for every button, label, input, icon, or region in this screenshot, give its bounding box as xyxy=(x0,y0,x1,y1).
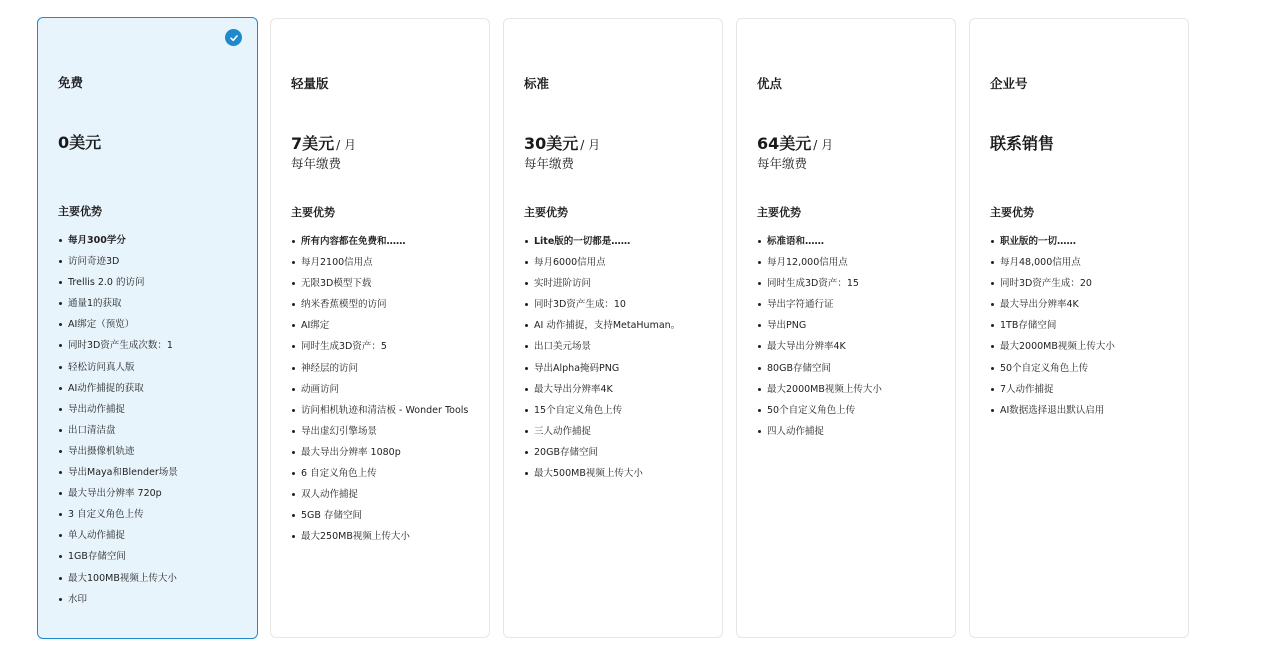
feature-item: 导出动作捕捉 xyxy=(68,399,251,420)
plan-card-enterprise[interactable] xyxy=(969,18,1189,638)
feature-item: 访问相机轨迹和清洁板 - Wonder Tools xyxy=(301,400,483,421)
feature-item: 同时生成3D资产：15 xyxy=(767,273,949,294)
feature-item: 出口美元场景 xyxy=(534,336,716,357)
feature-item: 80GB存储空间 xyxy=(767,358,949,379)
feature-item: 6 自定义角色上传 xyxy=(301,463,483,484)
price-row xyxy=(990,131,1056,154)
feature-item: 3 自定义角色上传 xyxy=(68,504,251,525)
plan-price: 30美元 xyxy=(524,134,579,153)
feature-item: 最大500MB视频上传大小 xyxy=(534,463,716,484)
plan-price: 64美元 xyxy=(757,134,812,153)
feature-item: 职业版的一切…… xyxy=(1000,231,1182,252)
feature-item: 四人动作捕捉 xyxy=(767,421,949,442)
feature-item: 最大导出分辨率4K xyxy=(534,379,716,400)
feature-item: 最大250MB视频上传大小 xyxy=(301,526,483,547)
feature-item: 每月12,000信用点 xyxy=(767,252,949,273)
feature-item: 最大导出分辨率4K xyxy=(1000,294,1182,315)
feature-item: 神经层的访问 xyxy=(301,358,483,379)
feature-item: 每月48,000信用点 xyxy=(1000,252,1182,273)
price-row xyxy=(58,130,103,153)
feature-item: 50个自定义角色上传 xyxy=(767,400,949,421)
feature-item: 同时3D资产生成：10 xyxy=(534,294,716,315)
feature-item: 出口清洁盘 xyxy=(68,420,251,441)
feature-item: 20GB存储空间 xyxy=(534,442,716,463)
feature-item: 导出摄像机轨迹 xyxy=(68,441,251,462)
feature-item: 纳米香蕉模型的访问 xyxy=(301,294,483,315)
plan-name: 免费 xyxy=(58,75,84,90)
price-period: / 月 xyxy=(336,138,356,152)
feature-item: 同时3D资产生成次数：1 xyxy=(68,335,251,356)
plan-price: 7美元 xyxy=(291,134,335,153)
feature-list xyxy=(990,231,1182,421)
feature-item: 实时进阶访问 xyxy=(534,273,716,294)
feature-item: 最大100MB视频上传大小 xyxy=(68,568,251,589)
feature-item: 同时3D资产生成：20 xyxy=(1000,273,1182,294)
plan-price: 0美元 xyxy=(58,133,102,152)
feature-item: 最大导出分辨率4K xyxy=(767,336,949,357)
selected-check-icon xyxy=(225,29,242,46)
feature-item: AI绑定（预览） xyxy=(68,314,251,335)
feature-item: 轻松访问真人版 xyxy=(68,357,251,378)
plan-name: 优点 xyxy=(757,76,783,91)
feature-item: 最大导出分辨率 1080p xyxy=(301,442,483,463)
feature-item: 所有内容都在免费和…… xyxy=(301,231,483,252)
feature-item: 最大导出分辨率 720p xyxy=(68,483,251,504)
feature-item: 1TB存储空间 xyxy=(1000,315,1182,336)
billing-note: 每年缴费 xyxy=(524,156,575,171)
feature-item: AI数据选择退出默认启用 xyxy=(1000,400,1182,421)
price-row xyxy=(524,131,600,154)
feature-item: Trellis 2.0 的访问 xyxy=(68,272,251,293)
feature-item: 最大2000MB视频上传大小 xyxy=(767,379,949,400)
feature-item: 5GB 存储空间 xyxy=(301,505,483,526)
feature-list xyxy=(291,231,483,547)
price-row xyxy=(291,131,356,154)
feature-item: 每月300学分 xyxy=(68,230,251,251)
feature-list xyxy=(58,230,251,610)
feature-item: AI 动作捕捉，支持MetaHuman。 xyxy=(534,315,716,336)
feature-item: 导出Maya和Blender场景 xyxy=(68,462,251,483)
plan-name: 企业号 xyxy=(990,76,1028,91)
feature-item: 导出Alpha掩码PNG xyxy=(534,358,716,379)
benefits-title: 主要优势 xyxy=(990,206,1034,219)
feature-item: 每月2100信用点 xyxy=(301,252,483,273)
plan-card-free[interactable] xyxy=(37,17,258,639)
feature-item: 无限3D模型下载 xyxy=(301,273,483,294)
feature-item: AI动作捕捉的获取 xyxy=(68,378,251,399)
feature-list xyxy=(524,231,716,484)
feature-item: 访问奇迹3D xyxy=(68,251,251,272)
plan-name: 轻量版 xyxy=(291,76,329,91)
feature-item: 7人动作捕捉 xyxy=(1000,379,1182,400)
feature-item: 每月6000信用点 xyxy=(534,252,716,273)
feature-item: 同时生成3D资产：5 xyxy=(301,336,483,357)
feature-item: AI绑定 xyxy=(301,315,483,336)
feature-item: 50个自定义角色上传 xyxy=(1000,358,1182,379)
feature-item: 导出PNG xyxy=(767,315,949,336)
plan-price: 联系销售 xyxy=(990,134,1055,153)
feature-item: 15个自定义角色上传 xyxy=(534,400,716,421)
feature-item: 三人动作捕捉 xyxy=(534,421,716,442)
feature-item: 通量1的获取 xyxy=(68,293,251,314)
feature-item: 导出字符通行证 xyxy=(767,294,949,315)
benefits-title: 主要优势 xyxy=(757,206,801,219)
billing-note: 每年缴费 xyxy=(291,156,342,171)
feature-item: 双人动作捕捉 xyxy=(301,484,483,505)
plan-card-pro[interactable] xyxy=(736,18,956,638)
feature-item: 标准语和…… xyxy=(767,231,949,252)
price-period: / 月 xyxy=(813,138,834,152)
plan-name: 标准 xyxy=(524,76,550,91)
feature-item: 最大2000MB视频上传大小 xyxy=(1000,336,1182,357)
feature-list xyxy=(757,231,949,442)
benefits-title: 主要优势 xyxy=(58,205,102,218)
feature-item: 导出虚幻引擎场景 xyxy=(301,421,483,442)
plan-card-lite[interactable] xyxy=(270,18,490,638)
price-row xyxy=(757,131,833,154)
feature-item: Lite版的一切都是…… xyxy=(534,231,716,252)
feature-item: 水印 xyxy=(68,589,251,610)
billing-note: 每年缴费 xyxy=(757,156,808,171)
feature-item: 单人动作捕捉 xyxy=(68,525,251,546)
benefits-title: 主要优势 xyxy=(291,206,335,219)
price-period: / 月 xyxy=(580,138,601,152)
feature-item: 1GB存储空间 xyxy=(68,546,251,567)
plan-card-standard[interactable] xyxy=(503,18,723,638)
feature-item: 动画访问 xyxy=(301,379,483,400)
benefits-title: 主要优势 xyxy=(524,206,568,219)
